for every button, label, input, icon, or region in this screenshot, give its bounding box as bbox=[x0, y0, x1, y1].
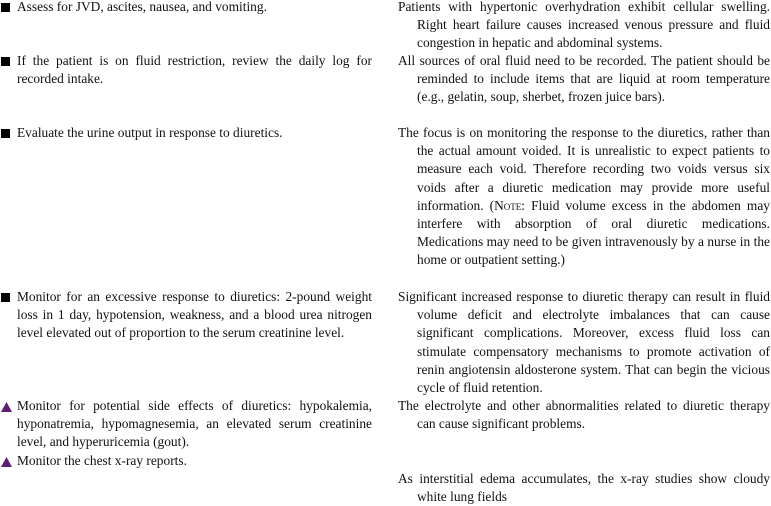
nursing-action bbox=[0, 452, 372, 470]
triangle-bullet-icon bbox=[1, 397, 13, 415]
rationale-text-part: The focus is on monitoring the response to the diuretics, rather than the actual amount voided. It is unrealistic to expect patients to measure each void. Therefore recording two voids versus six voids after a diuretic medication may provide more useful information. ( bbox=[398, 125, 770, 213]
rationale bbox=[398, 397, 770, 433]
rationale-text: As interstitial edema accumulates, the x-ray studies show cloudy white lung fields bbox=[398, 471, 770, 505]
nursing-action bbox=[0, 52, 372, 88]
note-label: Note bbox=[494, 197, 522, 213]
nursing-action bbox=[0, 0, 372, 16]
action-text: Monitor for potential side effects of diuretics: hypokalemia, hyponatremia, hypomagnesemia, an elevated serum creatinine level, and hyperuricemia (gout). bbox=[17, 398, 372, 450]
action-text: If the patient is on fluid restriction, review the daily log for recorded intake. bbox=[17, 53, 372, 87]
rationale-text bbox=[398, 124, 770, 270]
rationale bbox=[398, 124, 770, 270]
rationale-text: All sources of oral fluid need to be recorded. The patient should be reminded to include items that are liquid at room temperature (e.g., gelatin, soup, sherbet, frozen juice bars). bbox=[398, 53, 770, 105]
action-text: Assess for JVD, ascites, nausea, and vomiting. bbox=[17, 0, 267, 14]
rationale-text: Patients with hypertonic overhydration exhibit cellular swelling. Right heart failure causes increased venous pressure and fluid congestion in hepatic and abdominal systems. bbox=[398, 0, 770, 51]
nursing-action bbox=[0, 124, 372, 142]
nursing-action bbox=[0, 288, 372, 343]
square-bullet-icon bbox=[1, 288, 13, 306]
rationale bbox=[398, 0, 770, 53]
rationale bbox=[398, 52, 770, 107]
triangle-bullet-icon bbox=[1, 452, 13, 470]
square-bullet-icon bbox=[1, 52, 13, 70]
square-bullet-icon bbox=[1, 124, 13, 142]
action-text: Monitor the chest x-ray reports. bbox=[17, 453, 187, 468]
action-text: Evaluate the urine output in response to diuretics. bbox=[17, 125, 283, 140]
rationale-text: Significant increased response to diuretic therapy can result in fluid volume deficit and electrolyte imbalances that can cause significant complications. Moreover, excess fluid loss can stimulate compensatory mechanisms to promote activation of renin angiotensin aldosterone system. That can begin the vicious cycle of fluid retention. bbox=[398, 289, 770, 396]
square-bullet-icon bbox=[1, 0, 13, 16]
nursing-action bbox=[0, 397, 372, 452]
rationale bbox=[398, 288, 770, 397]
action-text: Monitor for an excessive response to diuretics: 2-pound weight loss in 1 day, hypotension, weakness, and a blood urea nitrogen level elevated out of proportion to the serum creatinine level. bbox=[17, 289, 372, 341]
rationale-text: The electrolyte and other abnormalities related to diuretic therapy can cause significant problems. bbox=[398, 398, 770, 432]
rationale bbox=[398, 470, 770, 506]
rationale-text-part: : Fluid volume excess in the abdomen may interfere with absorption of oral diuretic medications. Medications may need to be given intravenously by a nurse in the home or outpatient setting.) bbox=[417, 197, 770, 268]
